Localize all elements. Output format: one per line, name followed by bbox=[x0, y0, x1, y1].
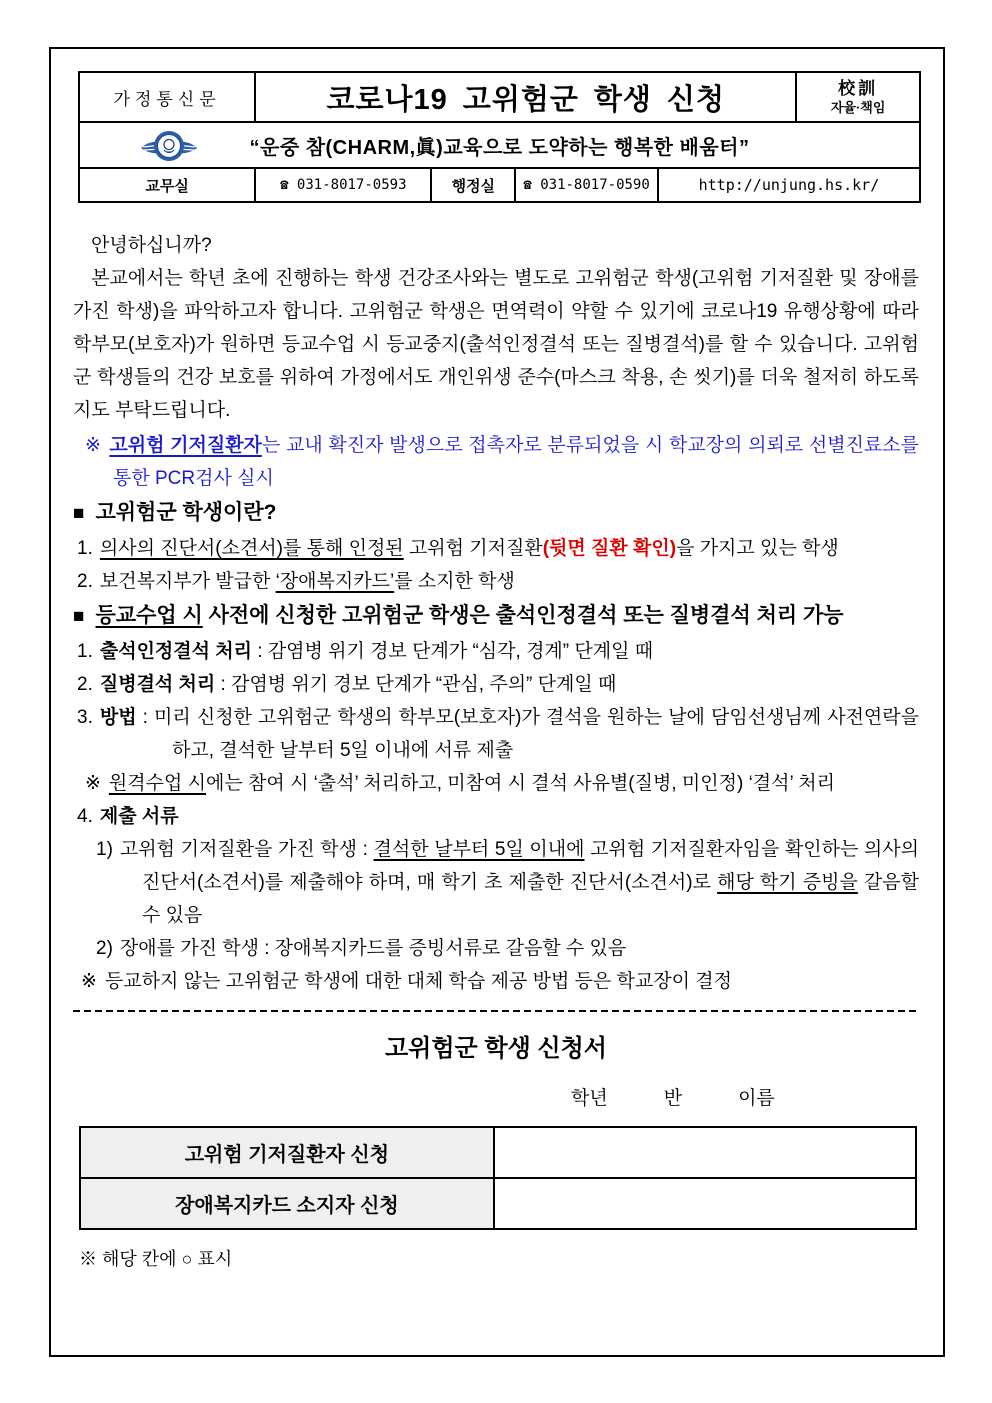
application-table bbox=[79, 1126, 917, 1230]
remote-note-text: 에는 참여 시 ‘출석’ 처리하고, 미참여 시 결석 사유별(질병, 미인정) ‘결석’ 처리 bbox=[205, 773, 836, 794]
cut-line-divider bbox=[73, 1010, 919, 1012]
name-field-label: 이름 bbox=[738, 1088, 775, 1109]
note-marker: ※ bbox=[85, 773, 101, 794]
application-row-label: 장애복지카드 소지자 신청 bbox=[80, 1178, 494, 1229]
application-form-title: 고위험군 학생 신청서 bbox=[385, 1035, 607, 1062]
school-emblem-icon bbox=[138, 127, 200, 170]
item-term: 출석인정결석 처리 bbox=[99, 641, 252, 662]
section2-item4 bbox=[73, 800, 919, 833]
sub-item-number: 2) bbox=[96, 938, 113, 959]
item-number: 3. bbox=[77, 707, 93, 728]
table-row bbox=[80, 1127, 916, 1178]
item1-red-note: (뒷면 질환 확인) bbox=[542, 538, 677, 559]
remote-note-underlined: 원격수업 시 bbox=[108, 773, 206, 794]
section2-heading-underlined: 등교수업 시 bbox=[95, 604, 203, 627]
school-slogan: “운중 참(CHARM,眞)교육으로 도약하는 행복한 배움터” bbox=[249, 136, 750, 159]
item1-mid: 고위험 기저질환 bbox=[403, 538, 543, 559]
item-term: 방법 bbox=[99, 707, 137, 728]
final-note-text: 등교하지 않는 고위험군 학생에 대한 대체 학습 제공 방법 등은 학교장이 결정 bbox=[104, 971, 732, 992]
greeting-line: 안녕하십니까? bbox=[91, 235, 212, 256]
office-phone: ☎ 031-8017-0593 bbox=[256, 169, 432, 201]
note-marker: ※ bbox=[81, 971, 97, 992]
application-row-label: 고위험 기저질환자 신청 bbox=[80, 1127, 494, 1178]
header-contact-row bbox=[80, 169, 919, 201]
item-number: 1. bbox=[77, 538, 93, 559]
item2-pre: 보건복지부가 발급한 bbox=[99, 571, 276, 592]
section2-heading bbox=[73, 598, 919, 635]
doc-type-label: 가정통신문 bbox=[80, 73, 256, 121]
sub2-text: 장애를 가진 학생 : 장애복지카드를 증빙서류로 갈음할 수 있음 bbox=[119, 938, 627, 959]
sub-item-number: 1) bbox=[96, 839, 113, 860]
motto-label: 校訓 bbox=[838, 79, 879, 99]
class-field-label: 반 bbox=[663, 1088, 683, 1109]
application-row-value bbox=[494, 1178, 916, 1229]
sub1-mid: 고위험 기저질환자임을 확인하는 의사의 진단서(소견서)를 제출해야 하며, 매 학기 초 제출한 진단서(소견서)로 bbox=[142, 839, 919, 893]
section2-heading-text: 사전에 신청한 고위험군 학생은 출석인정결석 또는 질병결석 처리 가능 bbox=[202, 604, 844, 627]
admin-office-label: 행정실 bbox=[432, 169, 516, 201]
item-number: 2. bbox=[77, 674, 93, 695]
item1-underlined: 의사의 진단서(소견서)를 통해 인정된 bbox=[99, 538, 404, 559]
section1-item1 bbox=[73, 532, 919, 565]
document-sheet bbox=[49, 47, 945, 1357]
item-text: : 감염병 위기 경보 단계가 “관심, 주의” 단계일 때 bbox=[215, 674, 617, 695]
section2-item3 bbox=[73, 701, 919, 767]
sub1-underlined-2: 해당 학기 증빙을 bbox=[717, 872, 858, 893]
section1-item2 bbox=[73, 565, 919, 598]
submission-sub2 bbox=[73, 932, 919, 965]
motto-cell bbox=[797, 73, 919, 121]
header-slogan-row bbox=[80, 123, 919, 169]
grade-field-label: 학년 bbox=[571, 1088, 608, 1109]
header-title-row bbox=[80, 73, 919, 123]
item-number: 2. bbox=[77, 571, 93, 592]
motto-value: 자율·책임 bbox=[830, 99, 886, 115]
website-url: http://unjung.hs.kr/ bbox=[698, 176, 880, 194]
remote-class-note bbox=[73, 767, 919, 800]
item-text: : 미리 신청한 고위험군 학생의 학부모(보호자)가 결석을 원하는 날에 담임선생님께 사전연락을 하고, 결석한 날부터 5일 이내에 서류 제출 bbox=[136, 707, 919, 761]
item2-underlined: ‘장애복지카드’ bbox=[275, 571, 395, 592]
application-row-value bbox=[494, 1127, 916, 1178]
table-row bbox=[80, 1178, 916, 1229]
principal-decision-note bbox=[73, 965, 919, 998]
intro-paragraph: 본교에서는 학년 초에 진행하는 학생 건강조사와는 별도로 고위험군 학생(고위험 기저질환 및 장애를 가진 학생)을 파악하고자 합니다. 고위험군 학생은 면역력이 약할 수 있기에 코로나19 유행상황에 따라 학부모(보호자)가 원하면 등교수업 시 등교중지(출석인정결석 또는 질병결석)를 할 수 있습니다. 고위험군 학생들의 건강 보호를 위하여 가정에서도 개인위생 준수(마스크 착용, 손 씻기)를 더욱 철저히 하도록 지도 부탁드립니다. bbox=[73, 268, 919, 421]
mark-circle-note: ※ 해당 칸에 ○ 표시 bbox=[79, 1249, 233, 1269]
item2-tail: 를 소지한 학생 bbox=[394, 571, 515, 592]
section1-heading bbox=[73, 495, 919, 532]
submission-sub1 bbox=[73, 833, 919, 932]
pcr-note-text: 는 교내 확진자 발생으로 접촉자로 분류되었을 시 학교장의 의뢰로 선별진료소를 통한 PCR검사 실시 bbox=[113, 435, 919, 489]
sub1-tail: 갈음할 수 있음 bbox=[142, 872, 919, 926]
item-text: : 감염병 위기 경보 단계가 “심각, 경계” 단계일 때 bbox=[251, 641, 654, 662]
item-number: 1. bbox=[77, 641, 93, 662]
item-number: 4. bbox=[77, 806, 93, 827]
sub1-underlined-1: 결석한 날부터 5일 이내에 bbox=[373, 839, 585, 860]
item-term: 질병결석 처리 bbox=[99, 674, 216, 695]
pcr-test-note bbox=[73, 429, 919, 495]
admin-office-phone: ☎ 031-8017-0590 bbox=[516, 169, 659, 201]
letter-body bbox=[73, 229, 919, 998]
note-marker: ※ bbox=[85, 435, 102, 456]
square-bullet-icon: ■ bbox=[73, 606, 85, 627]
student-info-fields bbox=[571, 1083, 919, 1110]
office-label: 교무실 bbox=[80, 169, 256, 201]
header-table bbox=[78, 71, 921, 203]
document-title: 코로나19 고위험군 학생 신청 bbox=[256, 73, 797, 121]
item-term: 제출 서류 bbox=[99, 806, 179, 827]
section1-heading-text: 고위험군 학생이란? bbox=[95, 501, 277, 524]
sub1-pre: 고위험 기저질환을 가진 학생 : bbox=[119, 839, 374, 860]
section2-item2 bbox=[73, 668, 919, 701]
item1-tail: 을 가지고 있는 학생 bbox=[676, 538, 839, 559]
pcr-note-emphasis: 고위험 기저질환자 bbox=[109, 435, 262, 456]
square-bullet-icon: ■ bbox=[73, 503, 85, 524]
section2-item1 bbox=[73, 635, 919, 668]
